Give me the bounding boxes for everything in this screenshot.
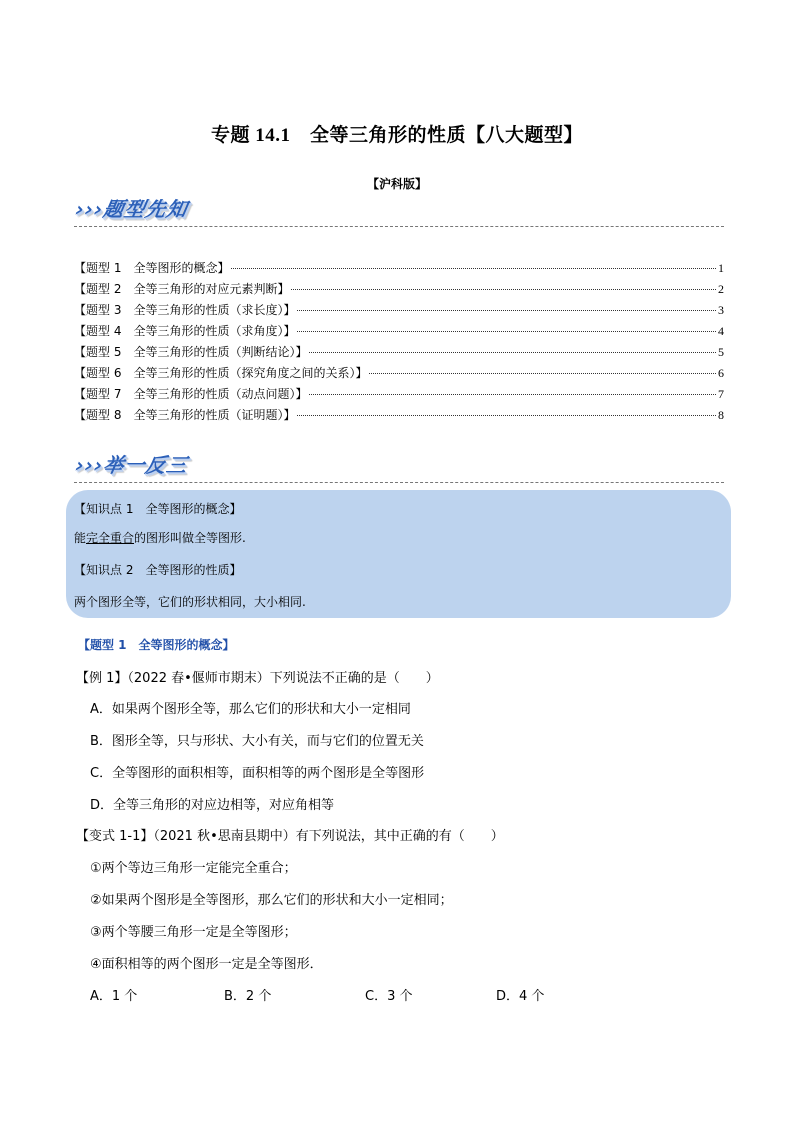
knowledge-box <box>66 490 731 618</box>
toc-leader <box>297 415 716 416</box>
example-1-stem: 【例 1】（2022 春•偃师市期末）下列说法不正确的是（ ） <box>76 671 439 686</box>
toc-leader <box>297 310 716 311</box>
toc-page-number: 5 <box>718 345 724 359</box>
toc-page-number: 8 <box>718 408 724 422</box>
banner-preview-text: ›››题型先知 <box>73 197 190 221</box>
toc-page-number: 1 <box>718 261 724 275</box>
toc-entry-2[interactable] <box>74 280 724 301</box>
toc-entry-3[interactable] <box>74 301 724 322</box>
banner-preview <box>74 196 724 227</box>
kp1-text-post: 的图形叫做全等图形. <box>134 531 246 545</box>
toc-label: 【题型 3 全等三角形的性质（求长度）】 <box>74 303 296 317</box>
toc-leader <box>309 352 716 353</box>
choice-b: B．2 个 <box>224 989 272 1004</box>
toc-leader <box>309 394 716 395</box>
example-1-option-a: A．如果两个图形全等，那么它们的形状和大小一定相同 <box>90 702 411 717</box>
toc-page-number: 6 <box>718 366 724 380</box>
toc-leader <box>369 373 716 374</box>
knowledge-point-2-title: 【知识点 2 全等图形的性质】 <box>74 563 242 577</box>
toc-page-number: 7 <box>718 387 724 401</box>
toc-entry-5[interactable] <box>74 343 724 364</box>
table-of-contents <box>74 259 724 427</box>
knowledge-point-1-title: 【知识点 1 全等图形的概念】 <box>74 502 242 516</box>
toc-entry-1[interactable] <box>74 259 724 280</box>
example-1-option-c: C．全等图形的面积相等，面积相等的两个图形是全等图形 <box>90 766 425 781</box>
toc-leader <box>297 331 716 332</box>
toc-label: 【题型 8 全等三角形的性质（证明题）】 <box>74 408 296 422</box>
toc-leader <box>231 268 716 269</box>
knowledge-point-1-text <box>74 529 246 546</box>
page-title: 专题 14.1 全等三角形的性质【八大题型】 <box>210 125 583 146</box>
edition-label: 【沪科版】 <box>366 177 427 191</box>
toc-entry-4[interactable] <box>74 322 724 343</box>
toc-page-number: 4 <box>718 324 724 338</box>
kp1-text-pre: 能 <box>74 531 87 545</box>
toc-label: 【题型 6 全等三角形的性质（探究角度之间的关系）】 <box>74 366 368 380</box>
variant-1-1-stem: 【变式 1-1】（2021 秋•思南县期中）有下列说法，其中正确的有（ ） <box>76 829 504 844</box>
toc-label: 【题型 1 全等图形的概念】 <box>74 261 230 275</box>
toc-leader <box>291 289 716 290</box>
variant-statement-1: ①两个等边三角形一定能完全重合； <box>90 861 297 876</box>
toc-page-number: 3 <box>718 303 724 317</box>
toc-label: 【题型 5 全等三角形的性质（判断结论）】 <box>74 345 308 359</box>
example-1-option-d: D．全等三角形的对应边相等，对应角相等 <box>90 798 335 813</box>
choice-d: D．4 个 <box>496 989 545 1004</box>
toc-entry-7[interactable] <box>74 385 724 406</box>
toc-page-number: 2 <box>718 282 724 296</box>
choice-c: C．3 个 <box>365 989 413 1004</box>
knowledge-point-2-text: 两个图形全等，它们的形状相同，大小相同. <box>74 595 306 609</box>
toc-label: 【题型 2 全等三角形的对应元素判断】 <box>74 282 290 296</box>
variant-statement-2: ②如果两个图形是全等图形，那么它们的形状和大小一定相同； <box>90 893 453 908</box>
toc-label: 【题型 7 全等三角形的性质（动点问题）】 <box>74 387 308 401</box>
variant-statement-4: ④面积相等的两个图形一定是全等图形． <box>90 957 323 972</box>
toc-entry-8[interactable] <box>74 406 724 427</box>
banner-practice-text: ›››举一反三 <box>73 453 190 477</box>
kp1-underlined-term: 完全重合 <box>86 531 135 545</box>
toc-entry-6[interactable] <box>74 364 724 385</box>
banner-practice <box>74 452 724 483</box>
variant-statement-3: ③两个等腰三角形一定是全等图形； <box>90 925 297 940</box>
example-1-option-b: B．图形全等，只与形状、大小有关，而与它们的位置无关 <box>90 734 424 749</box>
choice-a: A．1 个 <box>90 989 138 1004</box>
toc-label: 【题型 4 全等三角形的性质（求角度）】 <box>74 324 296 338</box>
section-heading: 【题型 1 全等图形的概念】 <box>78 638 235 652</box>
